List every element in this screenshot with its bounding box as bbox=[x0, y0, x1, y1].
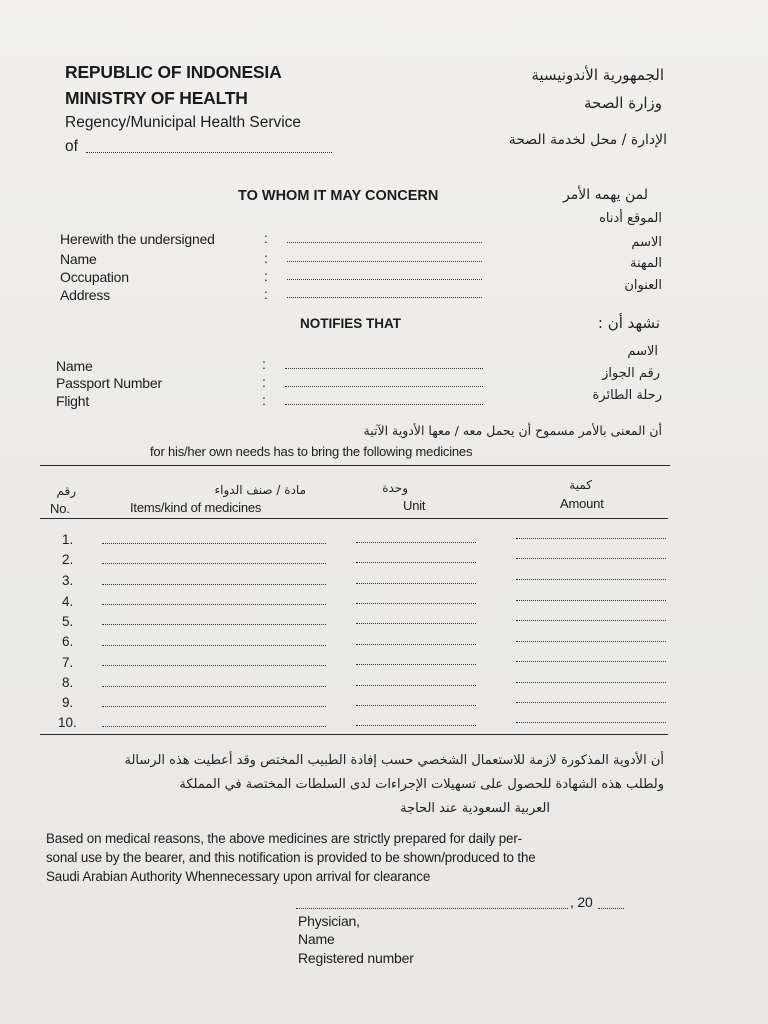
arabic-republic: الجمهورية الأندونيسية bbox=[531, 66, 664, 84]
bring-medicines-text: for his/her own needs has to bring the following medicines bbox=[150, 444, 473, 459]
amount-field[interactable] bbox=[516, 641, 666, 642]
table-header-rule bbox=[40, 518, 668, 519]
statement-line-2: sonal use by the bearer, and this notification is provided to be shown/produced to the bbox=[46, 850, 536, 865]
items-header: Items/kind of medicines bbox=[130, 500, 262, 515]
row-number: 4. bbox=[62, 594, 74, 609]
arabic-address: العنوان bbox=[624, 278, 662, 293]
row-number: 6. bbox=[62, 634, 74, 649]
unit-field[interactable] bbox=[356, 562, 476, 563]
arabic-paragraph-line-1: أن الأدوية المذكورة لازمة للاستعمال الشخصي حسب إفادة الطبيب المختص وقد أعطيت هذه الرسالة bbox=[124, 753, 664, 768]
item-field[interactable] bbox=[102, 563, 326, 564]
year-field[interactable] bbox=[598, 908, 624, 909]
undersigned-label: Herewith the undersigned bbox=[60, 231, 215, 247]
arabic-amount-header: كمية bbox=[569, 478, 592, 492]
flight-field[interactable] bbox=[285, 404, 483, 405]
item-field[interactable] bbox=[102, 706, 326, 707]
unit-header: Unit bbox=[403, 498, 426, 513]
colon: : bbox=[264, 250, 268, 266]
item-field[interactable] bbox=[102, 665, 326, 666]
colon: : bbox=[264, 230, 268, 246]
name-label: Name bbox=[60, 251, 97, 267]
item-field[interactable] bbox=[102, 604, 326, 605]
unit-field[interactable] bbox=[356, 685, 476, 686]
arabic-flight: رحلة الطائرة bbox=[592, 388, 662, 403]
statement-line-1: Based on medical reasons, the above medicines are strictly prepared for daily per- bbox=[46, 831, 522, 846]
row-number: 1. bbox=[62, 532, 74, 547]
unit-field[interactable] bbox=[356, 603, 476, 604]
colon: : bbox=[262, 374, 266, 390]
no-header: No. bbox=[50, 501, 70, 516]
occupation-field[interactable] bbox=[287, 279, 482, 280]
arabic-items-header: مادة / صنف الدواء bbox=[214, 483, 306, 497]
colon: : bbox=[262, 356, 266, 372]
colon: : bbox=[264, 286, 268, 302]
notifies-heading: NOTIFIES THAT bbox=[300, 316, 401, 331]
arabic-bring-medicines: أن المعنى بالأمر مسموح أن يحمل معه / معها الأدوية الآتية bbox=[363, 423, 662, 438]
passport-field[interactable] bbox=[285, 386, 483, 387]
colon: : bbox=[264, 268, 268, 284]
passport-label: Passport Number bbox=[56, 375, 162, 391]
unit-field[interactable] bbox=[356, 644, 476, 645]
amount-field[interactable] bbox=[516, 661, 666, 662]
to-whom-heading: TO WHOM IT MAY CONCERN bbox=[238, 188, 439, 204]
arabic-ministry: وزارة الصحة bbox=[584, 94, 662, 112]
unit-field[interactable] bbox=[356, 623, 476, 624]
person-name-label: Name bbox=[56, 358, 93, 374]
arabic-unit-header: وحدة bbox=[382, 481, 408, 495]
row-number: 8. bbox=[62, 675, 74, 690]
item-field[interactable] bbox=[102, 624, 326, 625]
of-label: of bbox=[65, 138, 78, 155]
date-field[interactable] bbox=[296, 908, 568, 909]
row-number: 7. bbox=[62, 655, 74, 670]
unit-field[interactable] bbox=[356, 583, 476, 584]
arabic-passport: رقم الجواز bbox=[602, 366, 660, 381]
amount-field[interactable] bbox=[516, 722, 666, 723]
item-field[interactable] bbox=[102, 543, 326, 544]
row-number: 5. bbox=[62, 614, 74, 629]
republic-title: REPUBLIC OF INDONESIA bbox=[65, 62, 282, 82]
arabic-to-whom: لمن يهمه الأمر bbox=[563, 187, 648, 203]
arabic-undersigned: الموقع أدناه bbox=[599, 211, 662, 226]
arabic-name: الاسم bbox=[631, 235, 662, 250]
arabic-paragraph-line-2: ولطلب هذه الشهادة للحصول على تسهيلات الإجراءات لدى السلطات المختصة في المملكة bbox=[179, 777, 664, 792]
registered-number-label: Registered number bbox=[298, 950, 414, 966]
flight-label: Flight bbox=[56, 393, 90, 409]
unit-field[interactable] bbox=[356, 542, 476, 543]
row-number: 2. bbox=[62, 552, 74, 567]
table-bottom-rule bbox=[40, 734, 668, 735]
arabic-service: الإدارة / محل لخدمة الصحة bbox=[508, 132, 667, 148]
address-field[interactable] bbox=[287, 297, 482, 298]
statement-line-3: Saudi Arabian Authority Whennecessary upon arrival for clearance bbox=[46, 869, 431, 884]
arabic-notifies: نشهد أن : bbox=[597, 314, 660, 332]
amount-field[interactable] bbox=[516, 620, 666, 621]
address-label: Address bbox=[60, 287, 110, 303]
row-number: 9. bbox=[62, 695, 74, 710]
row-number: 3. bbox=[62, 573, 74, 588]
unit-field[interactable] bbox=[356, 705, 476, 706]
amount-field[interactable] bbox=[516, 702, 666, 703]
amount-field[interactable] bbox=[516, 558, 666, 559]
arabic-no-header: رقم bbox=[56, 484, 76, 498]
unit-field[interactable] bbox=[356, 664, 476, 665]
name-field[interactable] bbox=[287, 261, 482, 262]
row-number: 10. bbox=[58, 715, 77, 730]
amount-field[interactable] bbox=[516, 682, 666, 683]
arabic-occupation: المهنة bbox=[630, 256, 662, 271]
item-field[interactable] bbox=[102, 645, 326, 646]
amount-field[interactable] bbox=[516, 600, 666, 601]
unit-field[interactable] bbox=[356, 725, 476, 726]
item-field[interactable] bbox=[102, 726, 326, 727]
year-prefix: , 20 bbox=[570, 894, 593, 910]
arabic-paragraph-line-3: العربية السعودية عند الحاجة bbox=[400, 801, 550, 816]
colon: : bbox=[262, 392, 266, 408]
amount-field[interactable] bbox=[516, 579, 666, 580]
ministry-title: MINISTRY OF HEALTH bbox=[65, 88, 248, 108]
arabic-person-name: الاسم bbox=[627, 344, 658, 359]
physician-name-label: Name bbox=[298, 931, 335, 947]
of-field bbox=[86, 152, 332, 153]
occupation-label: Occupation bbox=[60, 269, 129, 285]
item-field[interactable] bbox=[102, 584, 326, 585]
person-name-field[interactable] bbox=[285, 368, 483, 369]
undersigned-field[interactable] bbox=[287, 242, 482, 243]
amount-field[interactable] bbox=[516, 538, 666, 539]
service-line: Regency/Municipal Health Service bbox=[65, 114, 302, 131]
item-field[interactable] bbox=[102, 686, 326, 687]
physician-label: Physician, bbox=[298, 913, 360, 929]
table-top-rule bbox=[40, 465, 670, 466]
amount-header: Amount bbox=[560, 496, 604, 511]
